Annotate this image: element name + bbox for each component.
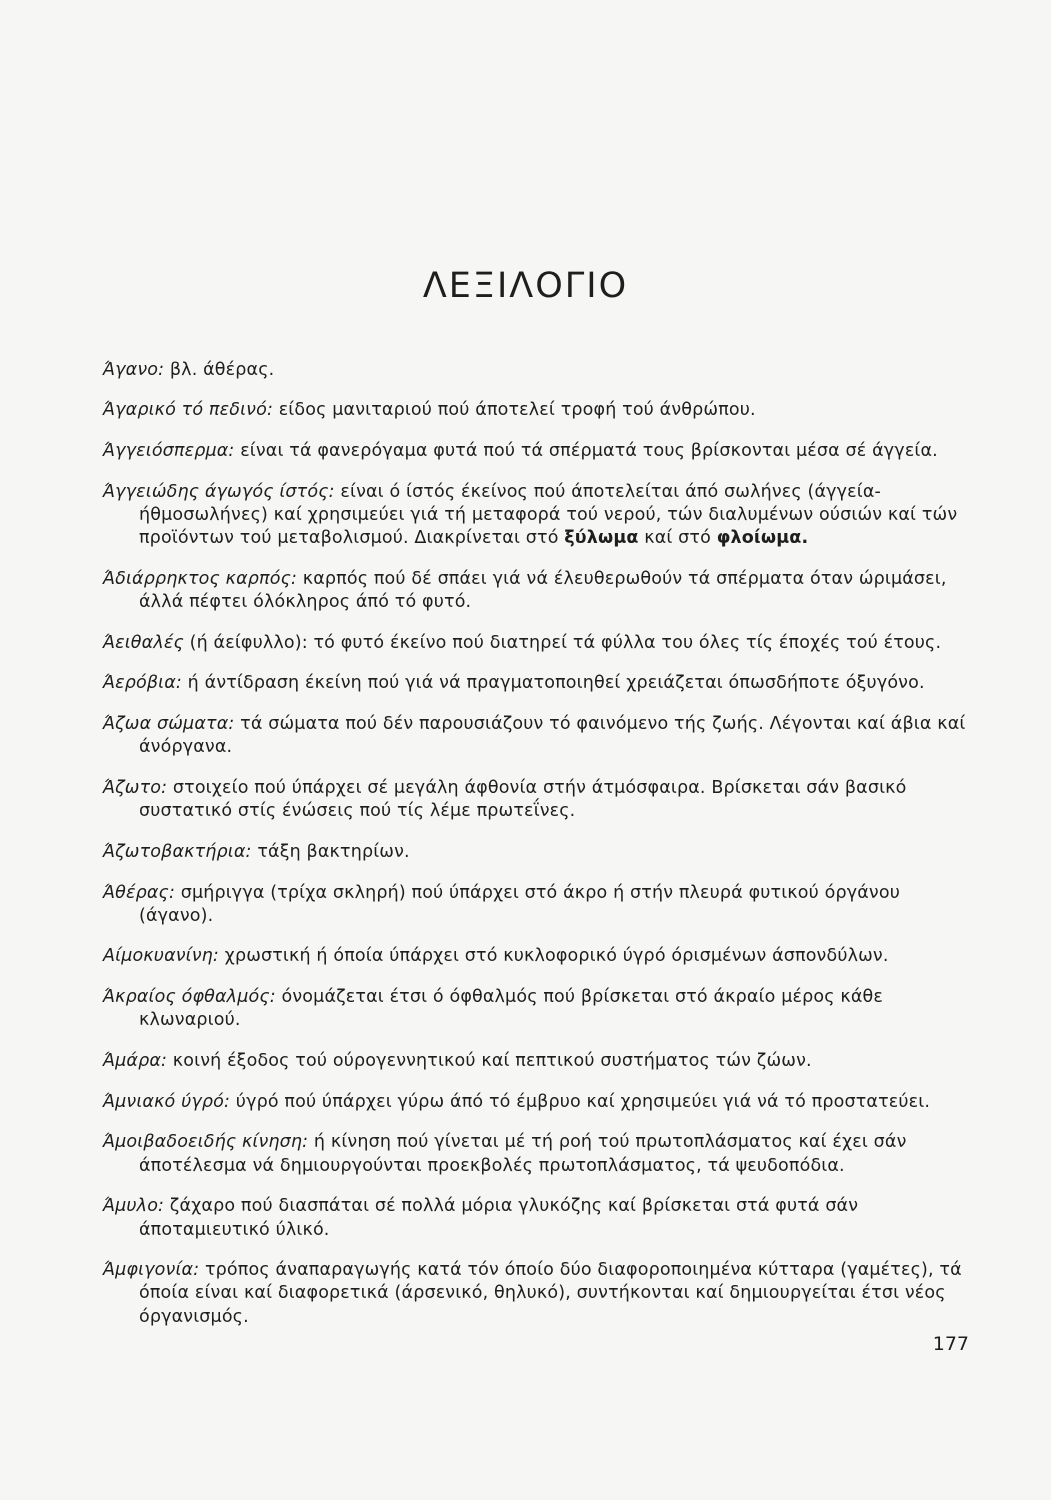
entry-term: Άκραίος όφθαλμός: [103, 987, 276, 1008]
entry-term: Άζωτοβακτήρια: [103, 841, 252, 862]
entry-term: Άθέρας: [103, 882, 175, 903]
glossary-entry [103, 841, 973, 864]
entry-definition: στοιχείο πού ύπάρχει σέ μεγάλη άφθονία στήν άτμόσφαιρα. Βρίσκεται σάν βασικό συστατικό στίς ένώσεις πού τίς λέμε πρωτεΐνες. [139, 777, 907, 822]
entry-emphasis-phloem: φλοίωμα [716, 528, 802, 549]
entry-term: Αίμοκυανίνη: [103, 946, 219, 967]
entry-term: Άμάρα: [103, 1051, 168, 1072]
entry-term: Άμφιγονία: [103, 1260, 200, 1281]
entry-definition-joiner: καί στό [638, 528, 717, 549]
entry-definition: είναι ό ίστός έκείνος πού άποτελείται άπό σωλήνες (άγγεία-ήθμοσωλήνες) καί χρησιμεύει γιά τή μεταφορά τού νερού, τών διαλυμένων ούσιών καί τών προϊόντων τού μεταβολισμού. Διακρίνεται στό [139, 481, 958, 549]
glossary-entry [103, 632, 973, 655]
glossary-entry [103, 945, 973, 968]
glossary-entry [103, 882, 973, 928]
entry-definition: ύγρό πού ύπάρχει γύρω άπό τό έμβρυο καί χρησιμεύει γιά νά τό προστατεύει. [230, 1091, 931, 1112]
glossary-entry [103, 777, 973, 823]
entry-definition: χρωστική ή όποία ύπάρχει στό κυκλοφορικό ύγρό όρισμένων άσπονδύλων. [218, 946, 889, 967]
entry-definition: τάξη βακτηρίων. [251, 841, 410, 862]
glossary-entry [103, 359, 973, 382]
glossary-entry [103, 713, 973, 759]
page-number: 177 [932, 1333, 969, 1355]
glossary-entry [103, 672, 973, 695]
entry-definition: σμήριγγα (τρίχα σκληρή) πού ύπάρχει στό άκρο ή στήν πλευρά φυτικού όργάνου (άγανο). [139, 882, 900, 926]
glossary-entry [103, 568, 973, 614]
entry-emphasis-xylem: ξύλωμα [564, 528, 639, 549]
entry-term: Άμνιακό ύγρό: [103, 1091, 231, 1112]
glossary-entry [103, 1259, 973, 1329]
glossary-entry [103, 1131, 973, 1177]
entry-term: Άγγειώδης άγωγός ίστός: [103, 481, 335, 502]
entry-term: Άζωα σώματα: [103, 714, 235, 735]
entry-term: Άζωτο: [103, 777, 168, 798]
entry-term: Άερόβια: [103, 673, 182, 694]
entry-term: Άειθαλές [103, 632, 184, 653]
entry-definition: κοινή έξοδος τού ούρογεννητικού καί πεπτικού συστήματος τών ζώων. [167, 1051, 812, 1072]
entry-definition: ή άντίδραση έκείνη πού γιά νά πραγματοποιηθεί χρειάζεται όπωσδήποτε όξυγόνο. [181, 673, 925, 694]
page-title: ΛΕΞΙΛΟΓΙΟ [422, 266, 629, 306]
entry-definition: (ή άείφυλλο): τό φυτό έκείνο πού διατηρεί τά φύλλα του όλες τίς έποχές τού έτους. [183, 632, 942, 653]
entry-term: Άμυλο: [103, 1196, 165, 1217]
entry-term: Άγγειόσπερμα: [103, 440, 235, 461]
entry-term: Άγαρικό τό πεδινό: [103, 400, 273, 421]
glossary-entry [103, 986, 973, 1032]
glossary-entry [103, 440, 973, 463]
glossary-list [103, 341, 973, 1333]
entry-definition: είδος μανιταριού πού άποτελεί τροφή τού άνθρώπου. [272, 400, 756, 421]
entry-definition: είναι τά φανερόγαμα φυτά πού τά σπέρματά τους βρίσκονται μέσα σέ άγγεία. [234, 440, 938, 461]
entry-definition: ή κίνηση πού γίνεται μέ τή ροή τού πρωτοπλάσματος καί έχει σάν άποτέλεσμα νά δημιουργούνται προεκβολές πρωτοπλάσματος, τά ψευδοπόδια. [139, 1132, 907, 1176]
entry-definition: τρόπος άναπαραγωγής κατά τόν όποίο δύο διαφοροποιημένα κύτταρα (γαμέτες), τά όποία είναι καί διαφορετικά (άρσενικό, θηλυκό), συντήκονται καί δημιουργείται έτσι νέος όργανισμός. [139, 1260, 962, 1327]
entry-definition: καρπός πού δέ σπάει γιά νά έλευθερωθούν τά σπέρματα όταν ώριμάσει, άλλά πέφτει όλόκληρος άπό τό φυτό. [139, 568, 947, 612]
entry-term: Άδιάρρηκτος καρπός: [103, 568, 298, 589]
entry-definition: όνομάζεται έτσι ό όφθαλμός πού βρίσκεται στό άκραίο μέρος κάθε κλωναριού. [139, 987, 883, 1031]
entry-term: Άγανο: [103, 359, 165, 380]
glossary-entry [103, 399, 973, 422]
entry-definition: τά σώματα πού δέν παρουσιάζουν τό φαινόμενο τής ζωής. Λέγονται καί άβια καί άνόργανα. [139, 714, 966, 758]
entry-term: Άμοιβαδοειδής κίνηση: [103, 1132, 309, 1153]
entry-definition: ζάχαρο πού διασπάται σέ πολλά μόρια γλυκόζης καί βρίσκεται στά φυτά σάν άποταμιευτικό ύλικό. [139, 1196, 859, 1240]
glossary-entry [103, 1050, 973, 1073]
glossary-entry [103, 1195, 973, 1241]
entry-definition-end: . [801, 528, 809, 549]
glossary-entry [103, 481, 973, 551]
glossary-entry [103, 1091, 973, 1114]
entry-definition: βλ. άθέρας. [164, 359, 275, 380]
